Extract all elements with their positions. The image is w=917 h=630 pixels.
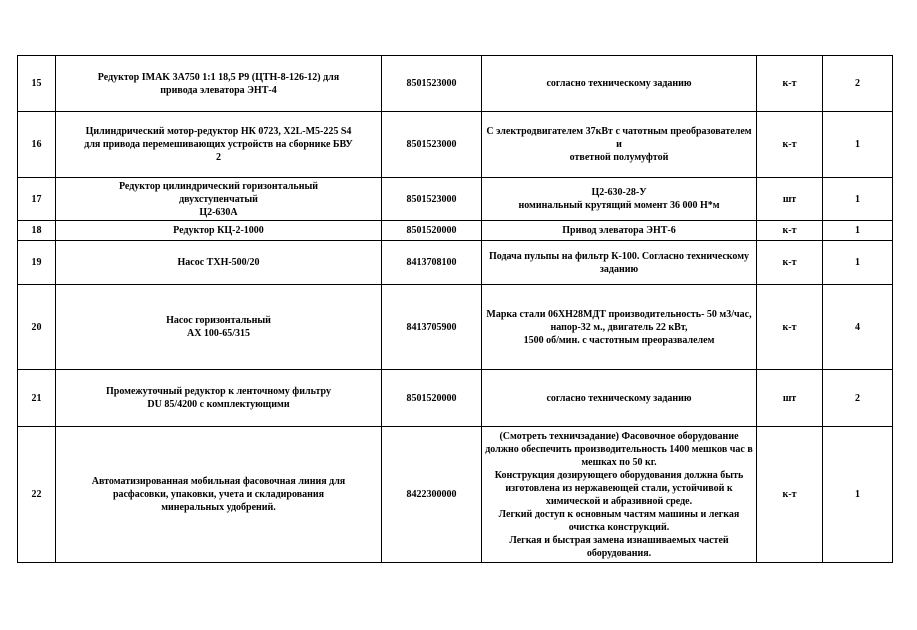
item-quantity: 1 [823,427,893,563]
row-number: 15 [18,56,56,112]
item-unit: к-т [757,241,823,285]
table-row [18,427,893,563]
item-quantity: 1 [823,241,893,285]
item-name: Редуктор цилиндрический горизонтальный двухступенчатый Ц2-630А [56,178,382,221]
item-description: согласно техническому заданию [482,56,757,112]
item-name: Цилиндрический мотор-редуктор НК 0723, X2L-M5-225 S4 для привода перемешивающих устройств на сборнике БВУ 2 [56,112,382,178]
item-name: Насос ТХН-500/20 [56,241,382,285]
item-description: согласно техническому заданию [482,370,757,427]
item-name: Насос горизонтальный АХ 100-65/315 [56,285,382,370]
item-name: Промежуточный редуктор к ленточному фильтру DU 85/4200 с комплектующими [56,370,382,427]
document-page [17,55,892,563]
row-number: 21 [18,370,56,427]
item-name: Автоматизированная мобильная фасовочная линия для расфасовки, упаковки, учета и складирования минеральных удобрений. [56,427,382,563]
item-code: 8413705900 [382,285,482,370]
item-code: 8501523000 [382,112,482,178]
item-code: 8413708100 [382,241,482,285]
item-name: Редуктор КЦ-2-1000 [56,221,382,241]
table-row [18,241,893,285]
row-number: 17 [18,178,56,221]
item-unit: к-т [757,285,823,370]
row-number: 22 [18,427,56,563]
item-unit: шт [757,370,823,427]
item-name: Редуктор IMAK 3A750 1:1 18,5 P9 (ЦТН-8-126-12) для привода элеватора ЭНТ-4 [56,56,382,112]
item-quantity: 2 [823,56,893,112]
item-description: Ц2-630-28-У номинальный крутящий момент 36 000 Н*м [482,178,757,221]
item-code: 8501523000 [382,178,482,221]
table-row [18,112,893,178]
item-quantity: 4 [823,285,893,370]
item-unit: к-т [757,112,823,178]
table-row [18,285,893,370]
item-code: 8422300000 [382,427,482,563]
table-row [18,56,893,112]
item-quantity: 1 [823,112,893,178]
item-quantity: 2 [823,370,893,427]
table-row [18,221,893,241]
item-unit: к-т [757,427,823,563]
item-description: (Смотреть техничзадание) Фасовочное оборудование должно обеспечить производительность 1400 мешков час в мешках по 50 кг. Конструкция дозирующего оборудования должна быть изготовлена из нержавеющей стали, устойчивой к химической и абразивной среде. Легкий доступ к основным частям машины и легкая очистка конструкций. Легкая и быстрая замена изнашиваемых частей оборудования. [482,427,757,563]
row-number: 18 [18,221,56,241]
item-description: Подача пульпы на фильтр К-100. Согласно техническому заданию [482,241,757,285]
item-quantity: 1 [823,178,893,221]
row-number: 20 [18,285,56,370]
row-number: 16 [18,112,56,178]
row-number: 19 [18,241,56,285]
item-code: 8501520000 [382,221,482,241]
table-row [18,370,893,427]
item-description: Привод элеватора ЭНТ-6 [482,221,757,241]
item-description: Марка стали 06ХН28МДТ производительность- 50 м3/час, напор-32 м., двигатель 22 кВт, 1500 об/мин. с частотным преоразвалелем [482,285,757,370]
item-unit: к-т [757,221,823,241]
item-unit: к-т [757,56,823,112]
item-quantity: 1 [823,221,893,241]
item-code: 8501520000 [382,370,482,427]
item-unit: шт [757,178,823,221]
specification-table [17,55,893,563]
table-row [18,178,893,221]
item-description: С электродвигателем 37кВт с чатотным преобразователем и ответной полумуфтой [482,112,757,178]
item-code: 8501523000 [382,56,482,112]
